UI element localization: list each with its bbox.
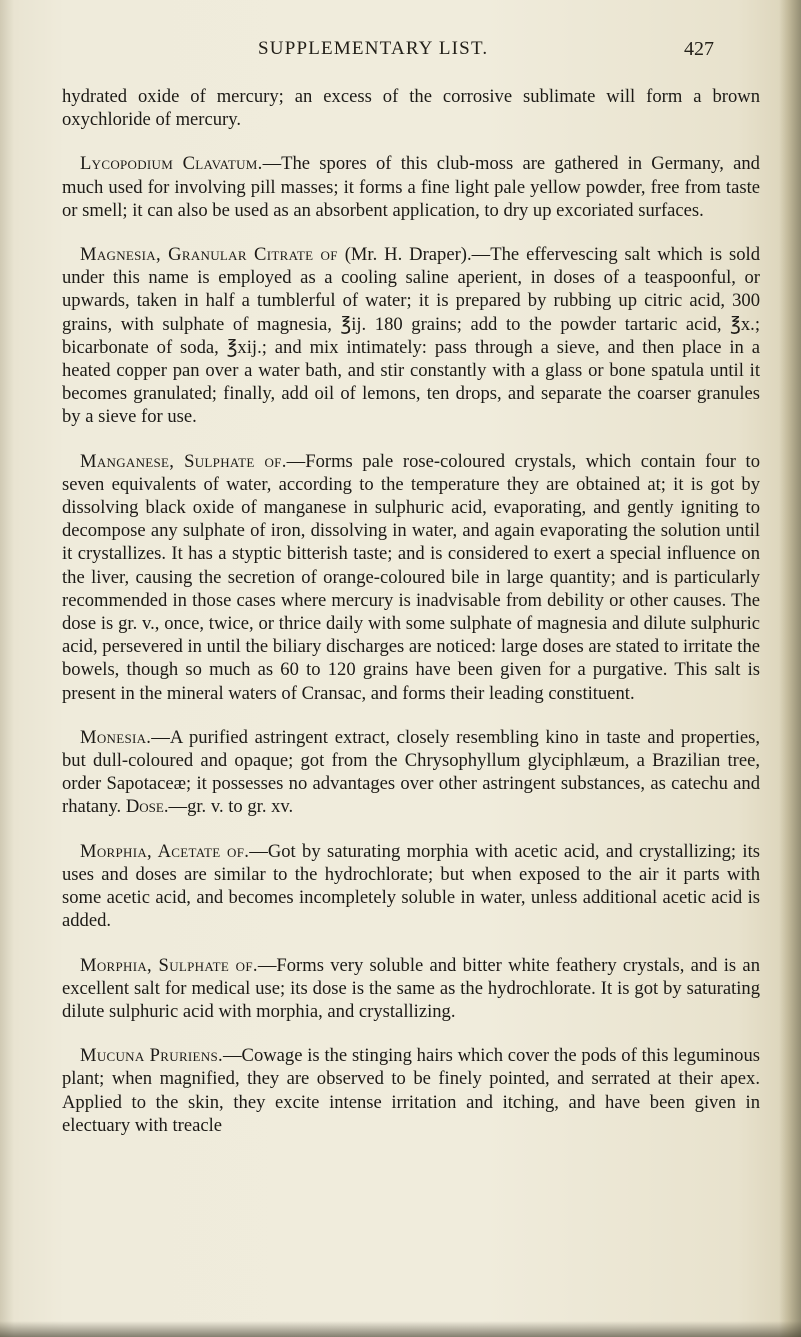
paragraph-continuation xyxy=(62,85,760,131)
entry-headword: Mucuna Pruriens. xyxy=(80,1045,223,1067)
entry-text: —Forms pale rose-coloured crystals, which contain four to seven equivalents of water, according to the temperature they are obtained at; it is got by dissolving black oxide of manganese in sulphuric acid, evaporating, and gently igniting to decompose any sulphate of iron, dissolving in water, and again evaporating the solution until it crystallizes. It has a styptic bitterish taste; and is considered to exert a special influence on the liver, causing the secretion of orange-coloured bile in large quantity; and is particularly recommended in those cases where mercury is inadvisable from debility or other causes. The dose is gr. v., once, twice, or thrice daily with some sulphate of magnesia and dilute sulphuric acid, persevered in until the biliary discharges are noticed: large doses are stated to irritate the bowels, though so much as 60 to 120 grains have been given for a purgative. This salt is present in the mineral waters of Cransac, and forms their leading constituent. xyxy=(62,450,760,704)
entry-headword: Lycopodium Clavatum. xyxy=(80,153,263,175)
entry-text: —A purified astringent extract, closely resembling kino in taste and properties, but dull-coloured and opaque; got from the Chrysophyllum glyciphlæum, a Brazilian tree, order Sapotaceæ; it possesses no advantages over other astringent substances, as catechu and rhatany. xyxy=(62,726,760,818)
entry-magnesia xyxy=(62,243,760,429)
running-head: SUPPLEMENTARY LIST. xyxy=(258,38,489,59)
entry-text: —Forms very soluble and bitter white feathery crystals, and is an excellent salt for medical use; its dose is the same as the hydrochlorate. It is got by saturating dilute sulphuric acid with morphia, and crystallizing. xyxy=(62,954,760,1022)
entry-lycopodium xyxy=(62,152,760,222)
entry-text: —Cowage is the stinging hairs which cover the pods of this leguminous plant; when magnified, they are observed to be finely pointed, and serrated at their apex. Applied to the skin, they excite intense irritation and itching, and have been given in electuary with treacle xyxy=(62,1045,760,1136)
paragraph-text: hydrated oxide of mercury; an excess of the corrosive sublimate will form a brown oxychloride of mercury. xyxy=(62,86,760,131)
entry-headword: Magnesia, Granular Citrate of xyxy=(80,244,338,266)
entry-text: (Mr. H. Draper).—The effervescing salt which is sold under this name is employed as a cooling saline aperient, in doses of a teaspoonful, or upwards, taken in half a tumblerful of water; it is prepared by rubbing up citric acid, 300 grains, with sulphate of magnesia, ℥ij. 180 grains; add to the powder tartaric acid, ℥x.; bicarbonate of soda, ℥xij.; and mix intimately: pass through a sieve, and then place in a heated copper pan over a water bath, and stir constantly with a glass or bone spatula until it becomes granulated; finally, add oil of lemons, ten drops, and separate the coarser granules by a sieve for use. xyxy=(62,244,760,428)
page-binding-edge xyxy=(779,0,801,1337)
dose-text: —gr. v. to gr. xv. xyxy=(168,796,294,818)
page-bottom-shade xyxy=(0,1321,801,1337)
body-text xyxy=(62,85,760,1158)
entry-mucuna xyxy=(62,1044,760,1137)
entry-headword: Monesia. xyxy=(80,726,152,748)
entry-text: —Got by saturating morphia with acetic acid, and crystallizing; its uses and doses are similar to the hydrochlorate; but when exposed to the air it parts with some acetic acid, and becomes incompletely soluble in water, unless additional acetic acid is added. xyxy=(62,840,760,932)
entry-text: —The spores of this club-moss are gathered in Germany, and much used for involving pill masses; it forms a fine light pale yellow powder, free from taste or smell; it can also be used as an absorbent application, to dry up excoriated surfaces. xyxy=(62,153,760,221)
page-header xyxy=(0,38,801,68)
dose-label: Dose. xyxy=(125,796,169,818)
entry-headword: Morphia, Acetate of. xyxy=(80,840,250,862)
entry-morphia-sulphate xyxy=(62,954,760,1024)
entry-headword: Morphia, Sulphate of. xyxy=(80,954,258,976)
page-left-shadow xyxy=(0,0,14,1337)
entry-monesia xyxy=(62,726,760,819)
entry-manganese xyxy=(62,450,760,705)
entry-headword: Manganese, Sulphate of. xyxy=(80,450,287,472)
page-number: 427 xyxy=(684,38,714,60)
entry-morphia-acetate xyxy=(62,840,760,933)
